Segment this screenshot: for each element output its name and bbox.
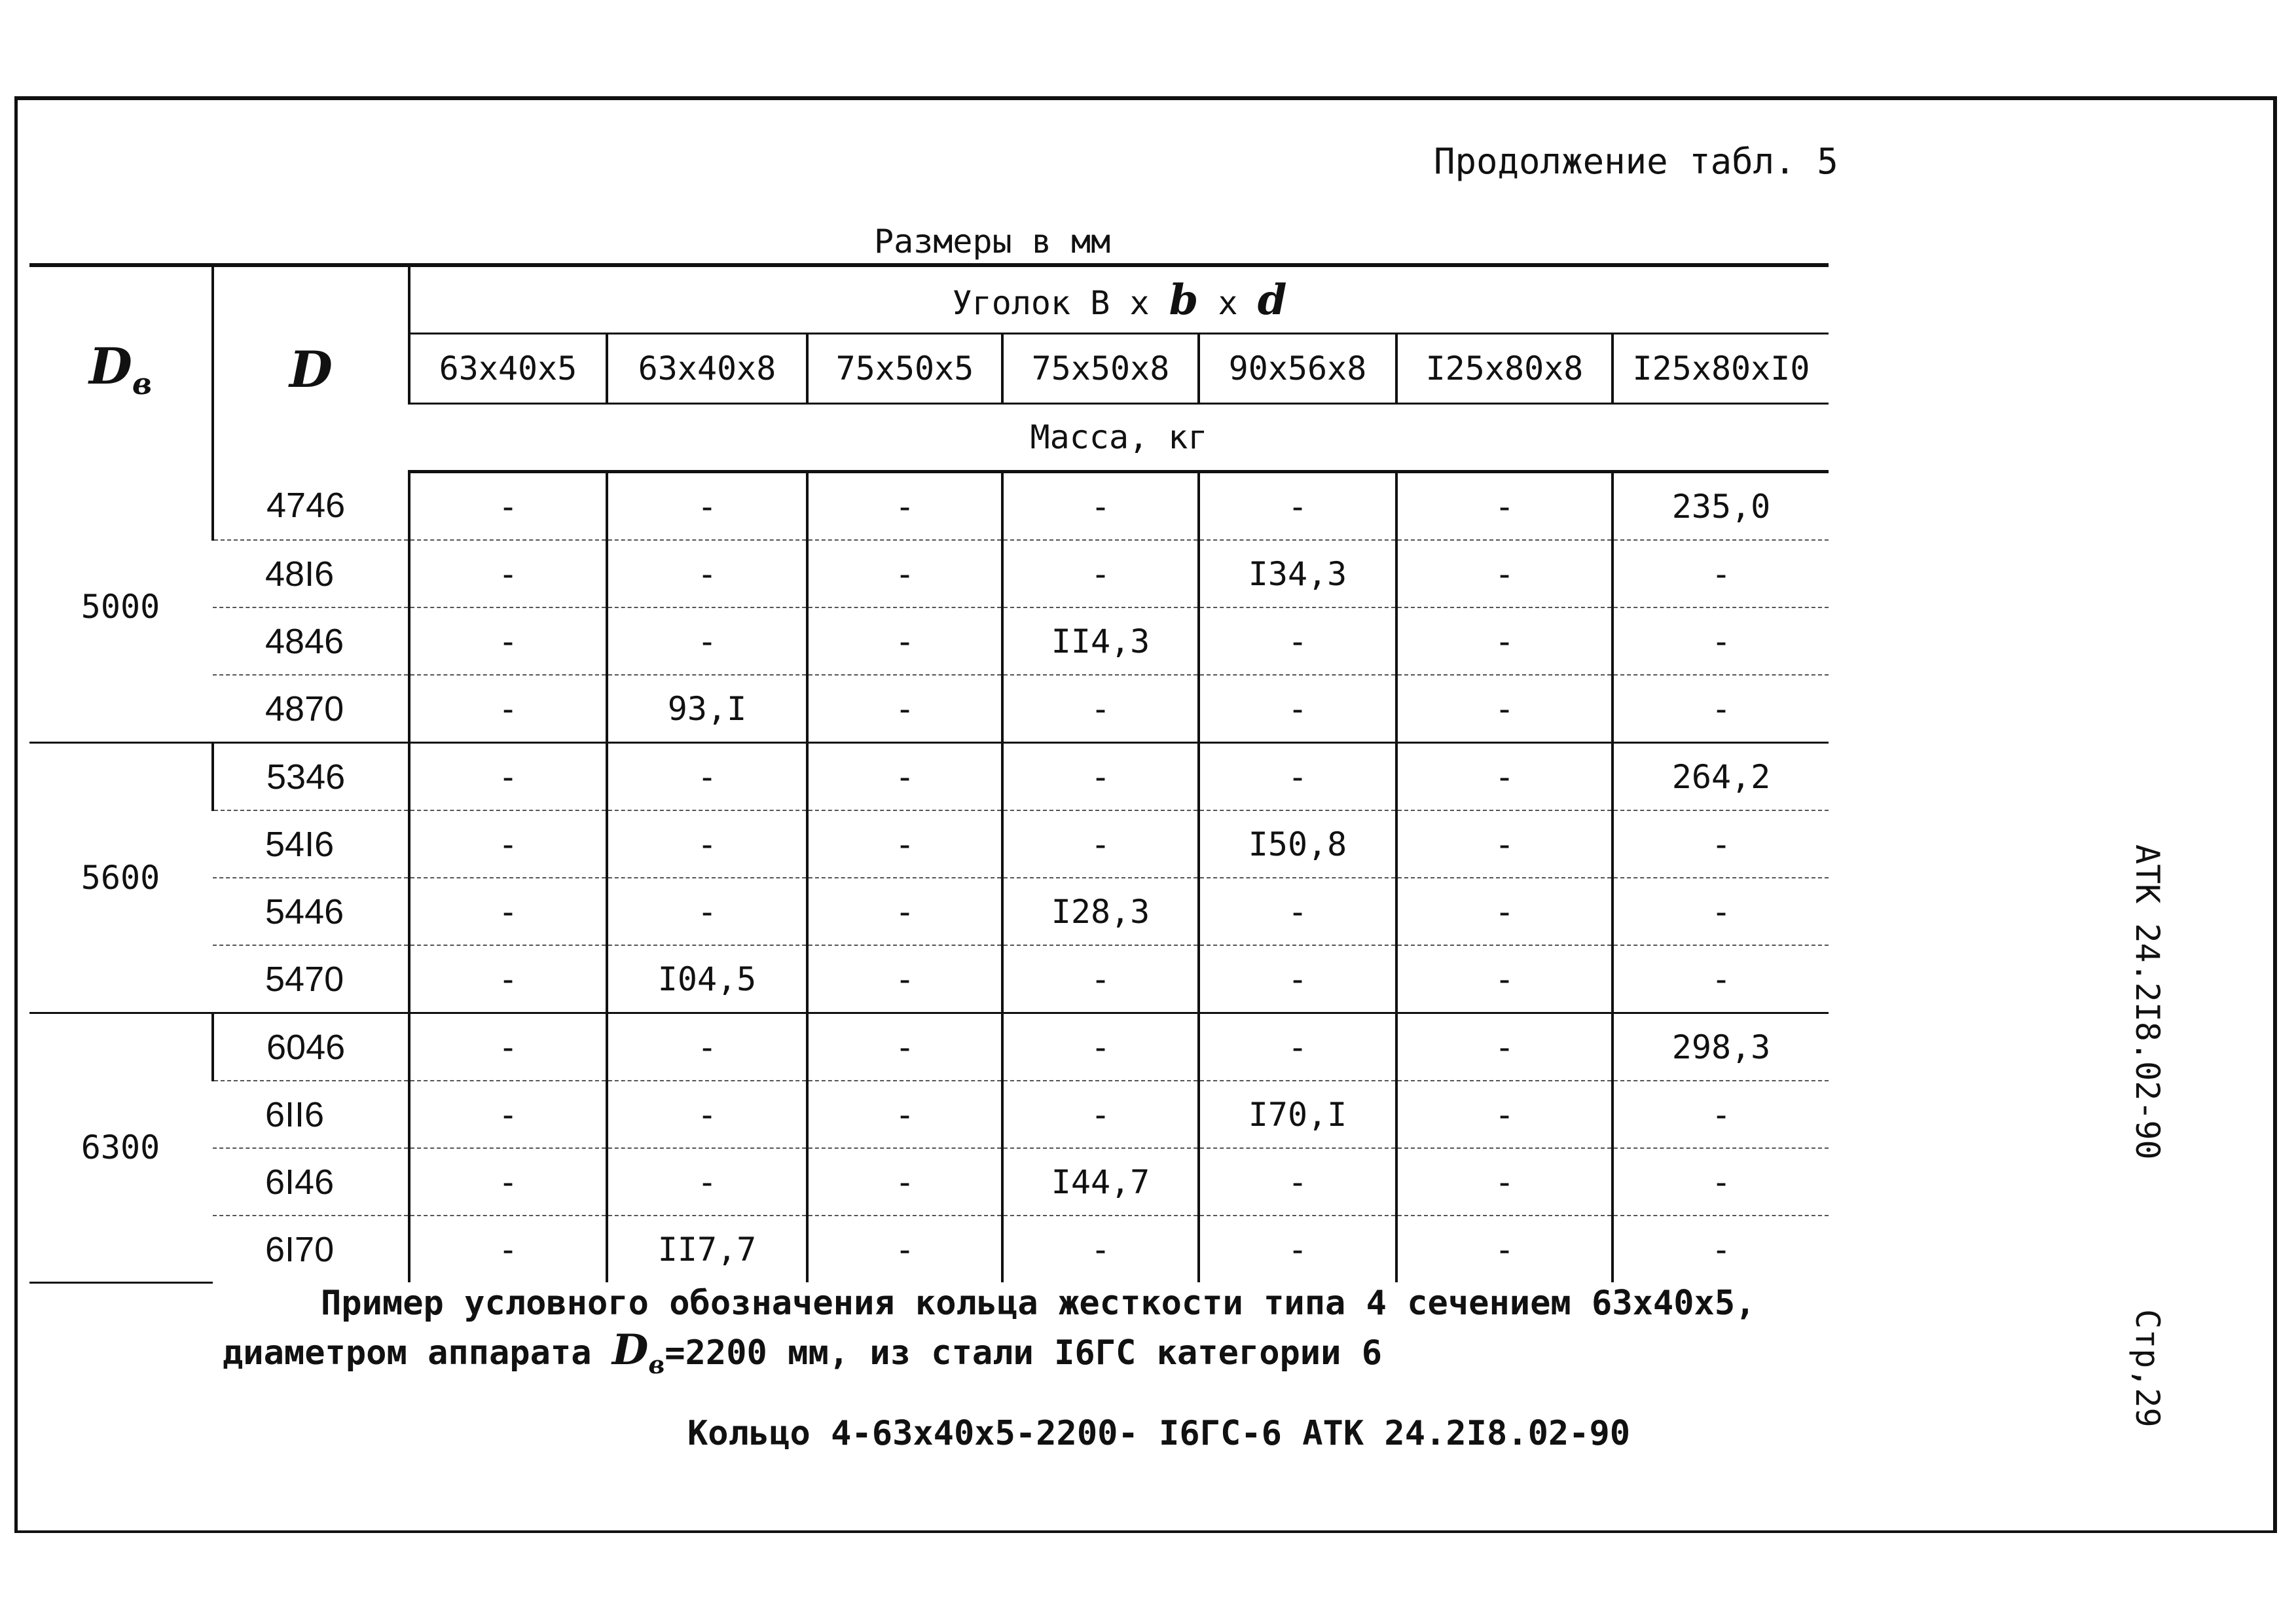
mass-cell: - (1613, 945, 1829, 1013)
d-cell: 6I46 (213, 1148, 409, 1216)
example-dv-symbol: $D_в$ (611, 1326, 665, 1379)
mass-cell: II7,7 (607, 1216, 807, 1282)
mass-cell: - (607, 810, 807, 878)
d-cell: 4870 (213, 675, 409, 743)
size-header-cell: I25x80xI0 (1613, 334, 1829, 404)
dv-cell: 5600 (29, 743, 213, 1013)
mass-cell: - (1613, 1216, 1829, 1282)
mass-cell: - (807, 1013, 1002, 1081)
mass-cell: - (409, 1216, 607, 1282)
mass-cell: I34,3 (1199, 540, 1396, 607)
mass-cell: - (1613, 1081, 1829, 1148)
mass-cell: - (1613, 1148, 1829, 1216)
designation-example: Кольцо 4-63x40x5-2200- I6ГС-6 АТК 24.2I8.02-90 (687, 1414, 1631, 1453)
d-cell: 4846 (213, 607, 409, 675)
d-cell: 5446 (213, 878, 409, 945)
table-row (29, 675, 1829, 743)
header-angle: Уголок B x b x d (409, 265, 1829, 334)
mass-cell: - (409, 1081, 607, 1148)
table-row (29, 743, 1829, 811)
example-line-2: диаметром аппарата $D_в=2200$ мм, из стали I6ГС категории 6 (223, 1326, 1383, 1379)
mass-cell: - (807, 810, 1002, 878)
mass-cell: I04,5 (607, 945, 807, 1013)
page-number: Стр,29 (2128, 1309, 2166, 1428)
size-header-cell: 75x50x8 (1002, 334, 1199, 404)
mass-cell: - (409, 743, 607, 811)
table-caption: Продолжение табл. 5 (1434, 141, 1838, 182)
example-line-1: Пример условного обозначения кольца жесткости типа 4 сечением 63x40x5, (321, 1284, 1756, 1323)
header-dv: $D_в$ (29, 265, 213, 472)
dv-cell: 6300 (29, 1013, 213, 1283)
mass-cell: - (1002, 472, 1199, 541)
table-row (29, 607, 1829, 675)
d-cell: 48I6 (213, 540, 409, 607)
size-header-cell: 63x40x5 (409, 334, 607, 404)
mass-cell: - (1613, 675, 1829, 743)
mass-cell: II4,3 (1002, 607, 1199, 675)
mass-cell: - (607, 540, 807, 607)
mass-cell: I70,I (1199, 1081, 1396, 1148)
mass-cell: - (607, 607, 807, 675)
mass-cell: - (807, 1216, 1002, 1282)
mass-cell: - (1396, 743, 1613, 811)
mass-cell: - (1396, 810, 1613, 878)
mass-cell: - (807, 472, 1002, 541)
table-row (29, 1148, 1829, 1216)
mass-cell: - (1199, 1148, 1396, 1216)
mass-cell: - (607, 743, 807, 811)
mass-cell: - (1002, 1216, 1199, 1282)
frame-right-line (2273, 96, 2277, 1533)
table-row (29, 540, 1829, 607)
table-row (29, 1216, 1829, 1282)
frame-bottom-line (14, 1530, 2275, 1533)
mass-cell: - (409, 1013, 607, 1081)
mass-cell: - (1199, 1216, 1396, 1282)
mass-cell: - (1613, 607, 1829, 675)
mass-cell: - (1396, 1013, 1613, 1081)
mass-cell: - (1199, 743, 1396, 811)
mass-cell: - (1396, 1216, 1613, 1282)
frame-top-line (14, 96, 2275, 100)
mass-cell: - (1002, 1081, 1199, 1148)
mass-cell: - (807, 878, 1002, 945)
dv-cell: 5000 (29, 472, 213, 743)
mass-cell: I50,8 (1199, 810, 1396, 878)
d-cell: 6046 (213, 1013, 409, 1081)
mass-cell: - (1396, 1148, 1613, 1216)
mass-cell: - (807, 1081, 1002, 1148)
mass-cell: - (607, 472, 807, 541)
mass-cell: - (807, 945, 1002, 1013)
mass-cell: - (409, 945, 607, 1013)
d-cell: 6I70 (265, 1229, 335, 1269)
mass-cell: - (1199, 1013, 1396, 1081)
d-cell: 6II6 (213, 1081, 409, 1148)
mass-cell: - (1199, 945, 1396, 1013)
mass-cell: - (1002, 743, 1199, 811)
units-note: Размеры в мм (874, 223, 1111, 261)
table-row (29, 1081, 1829, 1148)
example-text (223, 1280, 1756, 1388)
mass-cell: - (1613, 878, 1829, 945)
mass-cell: - (1613, 540, 1829, 607)
table-row (29, 878, 1829, 945)
table-row (29, 810, 1829, 878)
mass-cell: - (409, 472, 607, 541)
mass-cell: - (807, 540, 1002, 607)
document-code-stamp: АТК 24.2I8.02-90 (2128, 844, 2166, 1160)
mass-cell: - (1002, 1013, 1199, 1081)
mass-cell: - (409, 810, 607, 878)
size-header-cell: 63x40x8 (607, 334, 807, 404)
mass-cell: - (607, 1081, 807, 1148)
frame-left-line (14, 96, 18, 1533)
mass-cell: - (409, 1148, 607, 1216)
mass-cell: - (807, 675, 1002, 743)
table-row (29, 1013, 1829, 1081)
header-d: D (213, 265, 409, 472)
mass-cell: - (807, 1148, 1002, 1216)
mass-cell: - (1199, 675, 1396, 743)
size-header-cell: I25x80x8 (1396, 334, 1613, 404)
mass-cell: - (1613, 810, 1829, 878)
table-row (29, 472, 1829, 541)
table-body (29, 472, 1829, 1283)
mass-cell: - (1002, 675, 1199, 743)
mass-cell: - (607, 1013, 807, 1081)
mass-cell: - (807, 743, 1002, 811)
mass-cell: - (607, 1148, 807, 1216)
mass-cell: - (409, 540, 607, 607)
header-mass: Масса, кг (409, 404, 1829, 472)
size-header-cell: 75x50x5 (807, 334, 1002, 404)
mass-cell: - (1199, 607, 1396, 675)
mass-cell: - (1396, 878, 1613, 945)
mass-cell: - (409, 878, 607, 945)
table-row (29, 945, 1829, 1013)
mass-cell: - (807, 607, 1002, 675)
d-cell: 5346 (213, 743, 409, 811)
mass-cell: - (1199, 878, 1396, 945)
mass-cell: - (409, 607, 607, 675)
mass-cell: I44,7 (1002, 1148, 1199, 1216)
mass-cell: 235,0 (1613, 472, 1829, 541)
size-header-cell: 90x56x8 (1199, 334, 1396, 404)
d-cell: 5470 (213, 945, 409, 1013)
mass-cell: 298,3 (1613, 1013, 1829, 1081)
mass-cell: I28,3 (1002, 878, 1199, 945)
mass-cell: - (1396, 675, 1613, 743)
mass-cell: - (1002, 540, 1199, 607)
mass-cell: - (1199, 472, 1396, 541)
mass-cell: - (1002, 810, 1199, 878)
mass-table (29, 263, 1829, 1284)
mass-cell: - (1396, 607, 1613, 675)
mass-cell: - (1002, 945, 1199, 1013)
d-cell: 4746 (213, 472, 409, 541)
mass-cell: 264,2 (1613, 743, 1829, 811)
mass-cell: 93,I (607, 675, 807, 743)
d-cell: 54I6 (213, 810, 409, 878)
mass-cell: - (1396, 472, 1613, 541)
mass-cell: - (1396, 1081, 1613, 1148)
mass-cell: - (1396, 945, 1613, 1013)
mass-cell: - (607, 878, 807, 945)
mass-cell: - (409, 675, 607, 743)
mass-cell: - (1396, 540, 1613, 607)
